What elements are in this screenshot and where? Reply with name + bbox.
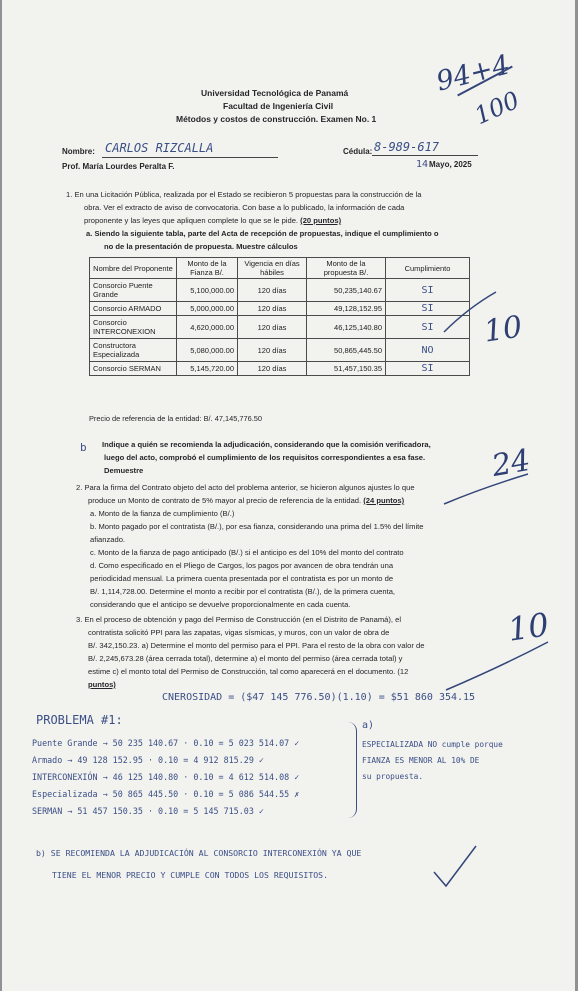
hand-answer-b	[36, 842, 361, 886]
proposal-amount: 46,125,140.80	[307, 316, 386, 339]
validity: 120 días	[238, 339, 307, 362]
cedula-label: Cédula:	[343, 147, 373, 156]
q1a-line: no de la presentación de propuesta. Muestre cálculos	[104, 242, 298, 251]
proponent-name: Constructora Especializada	[90, 339, 177, 362]
proposal-amount: 50,235,140.67	[307, 279, 386, 302]
proposals-table	[89, 257, 470, 376]
q2-item: periodicidad mensual. La primera cuenta presentada por el contratista es por un monto de	[90, 574, 394, 583]
col-header: Monto de la Fianza B/.	[177, 258, 238, 279]
table-row	[90, 316, 470, 339]
bond-amount: 5,100,000.00	[177, 279, 238, 302]
hand-note	[362, 737, 503, 785]
q2-item: afianzado.	[90, 535, 126, 544]
validity: 120 días	[238, 279, 307, 302]
grade-total: 100	[470, 85, 524, 131]
faculty-name: Facultad de Ingeniería Civil	[223, 101, 334, 111]
hand-answer-line: b) SE RECOMIENDA LA ADJUDICACIÓN AL CONSORCIO INTERCONEXIÓN YA QUE	[36, 848, 362, 858]
q3-line: B/. 342,150.23. a) Determine el monto del permiso para el PPI. Para el resto de la obra con valor de	[88, 641, 425, 650]
date-day: 14	[416, 159, 429, 170]
grader-check	[430, 842, 480, 892]
q1-line: 1. En una Licitación Pública, realizada por el Estado se recibieron 5 propuestas para la construcción de la	[66, 190, 422, 199]
col-header: Vigencia en días hábiles	[238, 258, 307, 279]
hand-note-line: ESPECIALIZADA NO cumple porque	[362, 740, 503, 749]
q3-line: contratista solicitó PPI para las zapatas, vigas sísmicas, y muros, con un valor de obra de	[88, 628, 390, 637]
question-3-text	[76, 613, 424, 691]
bond-amount: 5,080,000.00	[177, 339, 238, 362]
hand-calc-line: Armado → 49 128 152.95 · 0.10 = 4 912 815.29 ✓	[32, 755, 264, 765]
q2-item: B/. 1,114,728.00. Determine el monto a recibir por el contratista (B/.), de la primera cuenta,	[90, 587, 396, 596]
hand-note-label: a)	[362, 720, 375, 731]
cedula-underline	[372, 155, 478, 156]
q3-line: B/. 2,245,673.28 (área cerrada total), determine a) el monto del permiso (área cerrada total) y	[88, 654, 403, 663]
q1b-line: Indique a quién se recomienda la adjudicación, considerando que la comisión verificadora,	[102, 440, 431, 449]
hand-calculations	[32, 735, 299, 820]
q2-points: (24 puntos)	[363, 496, 405, 505]
validity: 120 días	[238, 362, 307, 376]
cedula-value: 8-989-617	[374, 140, 440, 154]
table-row	[90, 279, 470, 302]
exam-title: Métodos y costos de construcción. Examen No. 1	[176, 114, 377, 124]
mark-question-2: 24	[489, 442, 533, 485]
compliance-answer: NO	[386, 339, 470, 362]
proponent-name: Consorcio SERMAN	[90, 362, 177, 376]
q2-line: 2. Para la firma del Contrato objeto del acto del problema anterior, se hicieron algunos ajustes lo que	[76, 483, 415, 492]
bond-amount: 5,000,000.00	[177, 302, 238, 316]
mark-question-3: 10	[505, 605, 552, 649]
hand-calc-line: INTERCONEXIÓN → 46 125 140.80 · 0.10 = 4 612 514.08 ✓	[32, 772, 300, 782]
proponent-name: Consorcio ARMADO	[90, 302, 177, 316]
table-row	[90, 302, 470, 316]
question-1b-text	[102, 438, 431, 477]
col-header: Nombre del Proponente	[90, 258, 177, 279]
grader-stroke	[442, 470, 532, 510]
table-row	[90, 362, 470, 376]
q2-item: b. Monto pagado por el contratista (B/.), por esa fianza, considerando una prima del 1.5% del límite	[90, 522, 424, 531]
q1-line: obra. Ver el extracto de aviso de convocatoria. Con base a lo publicado, la información de cada	[84, 203, 405, 212]
bond-amount: 5,145,720.00	[177, 362, 238, 376]
question-1-text	[66, 188, 438, 253]
bond-amount: 4,620,000.00	[177, 316, 238, 339]
q2-item: considerando que el anticipo se devuelve proporcionalmente en cada cuenta.	[90, 600, 351, 609]
hand-brace	[348, 722, 357, 818]
q2-item: c. Monto de la fianza de pago anticipado (B/.) si el anticipo es del 10% del monto del contrato	[90, 548, 404, 557]
q2-item: d. Como especificado en el Pliego de Cargos, los pagos por avancen de obra tendrán una	[90, 561, 394, 570]
validity: 120 días	[238, 302, 307, 316]
q3-points: puntos)	[88, 680, 116, 689]
validity: 120 días	[238, 316, 307, 339]
hand-answer-line: TIENE EL MENOR PRECIO Y CUMPLE CON TODOS LOS REQUISITOS.	[52, 870, 329, 880]
hand-problem-title: PROBLEMA #1:	[36, 713, 123, 727]
hand-calc-line: SERMAN → 51 457 150.35 · 0.10 = 5 145 715.03 ✓	[32, 806, 264, 816]
compliance-answer: SI	[386, 316, 470, 339]
compliance-answer: SI	[386, 302, 470, 316]
name-label: Nombre:	[62, 147, 95, 156]
question-2-text	[76, 481, 423, 611]
q1-points: (20 puntos)	[300, 216, 342, 225]
q3-line: estime c) el monto total del Permiso de Construcción, tal como aparecerá en el documento. (12	[88, 667, 409, 676]
col-header: Cumplimiento	[386, 258, 470, 279]
professor-name: Prof. María Lourdes Peralta F.	[62, 162, 175, 171]
q1-line: proponente y las leyes que apliquen complete lo que se le pide.	[84, 216, 299, 225]
proposal-amount: 51,457,150.35	[307, 362, 386, 376]
grade-score: 94+4	[433, 49, 513, 98]
q1b-line: luego del acto, comprobó el cumplimiento de los requisitos correspondientes a esa fase.	[104, 453, 426, 462]
q2-line: produce un Monto de contrato de 5% mayor al precio de referencia de la entidad.	[88, 496, 362, 505]
name-underline	[102, 157, 278, 158]
table-header-row	[90, 258, 470, 279]
col-header: Monto de la propuesta B/.	[307, 258, 386, 279]
name-value: CARLOS RIZCALLA	[105, 141, 214, 155]
hand-note-line: su propuesta.	[362, 772, 424, 781]
hand-note-line: FIANZA ES MENOR AL 10% DE	[362, 756, 480, 765]
proponent-name: Consorcio INTERCONEXION	[90, 316, 177, 339]
grader-stroke	[442, 636, 552, 696]
proposal-amount: 50,865,445.50	[307, 339, 386, 362]
table-row	[90, 339, 470, 362]
exam-sheet	[2, 0, 575, 991]
proponent-name: Consorcio Puente Grande	[90, 279, 177, 302]
grader-stroke	[440, 288, 500, 338]
q1b-marker: b	[80, 441, 87, 454]
q3-line: 3. En el proceso de obtención y pago del Permiso de Construcción (en el Distrito de Panamá), el	[76, 615, 402, 624]
university-name: Universidad Tecnológica de Panamá	[201, 88, 349, 98]
hand-calc-line: Especializada → 50 865 445.50 · 0.10 = 5 086 544.55 ✗	[32, 789, 300, 799]
q1a-line: a. Siendo la siguiente tabla, parte del Acta de recepción de propuestas, indique el cumplimiento o	[86, 229, 439, 238]
compliance-answer: SI	[386, 362, 470, 376]
exam-date: Mayo, 2025	[429, 160, 472, 169]
proposal-amount: 49,128,152.95	[307, 302, 386, 316]
hand-calc-reference: CNEROSIDAD = ($47 145 776.50)(1.10) = $51 860 354.15	[162, 692, 476, 703]
hand-calc-line: Puente Grande → 50 235 140.67 · 0.10 = 5 023 514.07 ✓	[32, 738, 300, 748]
mark-question-1: 10	[481, 309, 525, 350]
q1b-line: Demuestre	[104, 466, 144, 475]
reference-price: Precio de referencia de la entidad: B/. 47,145,776.50	[89, 414, 262, 423]
compliance-answer: SI	[386, 279, 470, 302]
q2-item: a. Monto de la fianza de cumplimiento (B/.)	[90, 509, 235, 518]
